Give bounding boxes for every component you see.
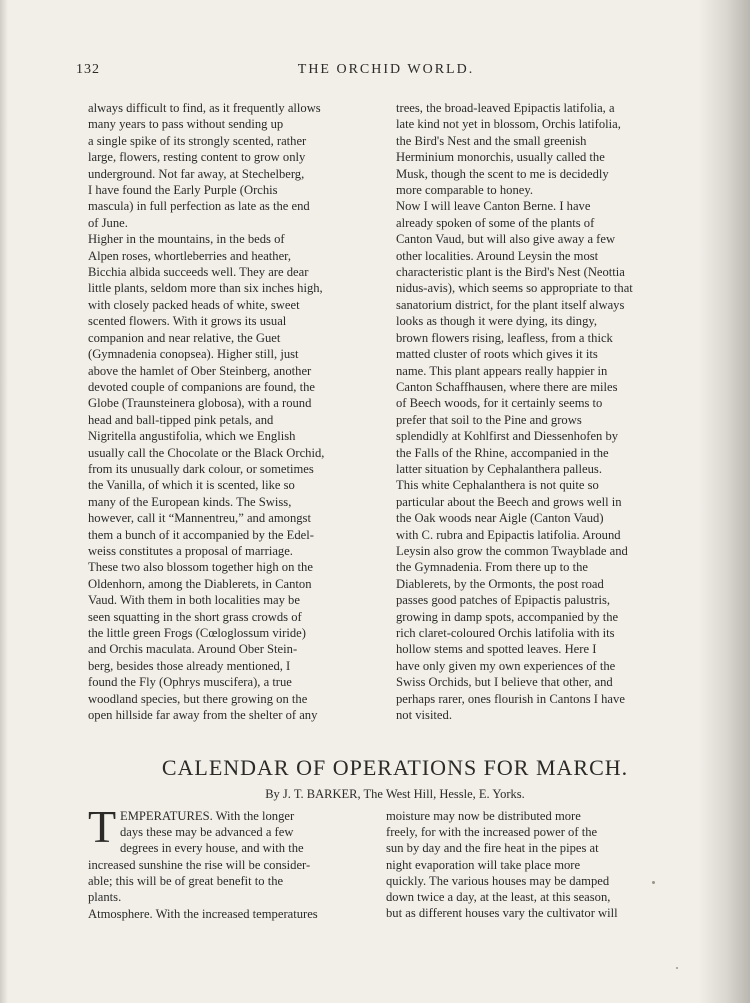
page-header — [76, 62, 696, 82]
paper-speck — [676, 967, 678, 969]
article-left-intro: EMPERATURES. With the longer days these may be advanced a few degrees in every house, and with the — [120, 809, 304, 856]
page-number: 132 — [76, 62, 100, 77]
column-left-text: always difficult to find, as it frequently allows many years to pass without sending up a single spike of its strongly scented, rather large, flowers, resting content to grow only underground. Not far away, at Stechelberg, I have found the Early Purple (Orchis mascula) in full perfection as late as the end of June. Higher in the mountains, in the beds of Alpen roses, whortleberries and heather, Bicchia albida succeeds well. They are dear little plants, seldom more than six inches high, with closely packed heads of white, sweet scented flowers. With it grows its usual companion and near relative, the Guet (Gymnadenia conopsea). Higher still, just above the hamlet of Ober Steinberg, another devoted couple of companions are found, the Globe (Traunsteinera globosa), with a round head and ball-tipped pink petals, and Nigritella angustifolia, which we English usually call the Chocolate or the Black Orchid, from its unusually dark colour, or sometimes the Vanilla, of which it is scented, like so many of the European kinds. The Swiss, however, call it “Mannentreu,” and amongst them a bunch of it accompanied by the Edel- weiss constitutes a proposal of marriage. These two also blossom together high on the Oldenhorn, among the Diablerets, in Canton Vaud. With them in both localities may be seen squatting in the short grass crowds of the little green Frogs (Cœloglossum viride) and Orchis maculata. Around Ober Stein- berg, besides those already mentioned, I found the Fly (Ophrys muscifera), a true woodland species, but there growing on the open hillside far away from the shelter of any — [88, 101, 325, 723]
page-edge-shadow — [698, 0, 750, 1003]
article-left-body: increased sunshine the rise will be consider- able; this will be of great benefit to the plants. Atmosphere. With the increased temperatures — [88, 858, 318, 921]
article-right-body: moisture may now be distributed more freely, for with the increased power of the sun by day and the fire heat in the pipes at night evaporation will take place more quickly. The various houses may be damped down twice a day, at the least, at this season, but as different houses vary the cultivator will — [386, 809, 618, 921]
running-title: THE ORCHID WORLD. — [297, 62, 475, 77]
paper-speck — [652, 881, 655, 884]
gutter-shadow — [0, 0, 8, 1003]
article-byline: By J. T. BARKER, The West Hill, Hessle, E. Yorks. — [265, 787, 525, 801]
drop-cap: T — [88, 801, 117, 852]
article-title: CALENDAR OF OPERATIONS FOR MARCH. — [161, 755, 629, 780]
column-right-text: trees, the broad-leaved Epipactis latifolia, a late kind not yet in blossom, Orchis latifolia, the Bird's Nest and the small greenish Herminium monorchis, usually called the Musk, though the scent to me is decidedly more comparable to honey. Now I will leave Canton Berne. I have already spoken of some of the plants of Canton Vaud, but will also give away a few other localities. Around Leysin the most characteristic plant is the Bird's Nest (Neottia nidus-avis), which seems so appropriate to that sanatorium district, for the plant itself always looks as though it were dying, its dingy, brown flowers rising, leafless, from a thick matted cluster of roots which gives it its name. This plant appears really happier in Canton Schaffhausen, where there are miles of Beech woods, for it certainly seems to prefer that soil to the Pine and grows splendidly at Kohlfirst and Diessenhofen by the Falls of the Rhine, accompanied in the latter situation by Cephalanthera palleus. This white Cephalanthera is not quite so particular about the Beech and grows well in the Oak woods near Aigle (Canton Vaud) with C. rubra and Epipactis latifolia. Around Leysin also grow the common Twayblade and the Gymnadenia. From there up to the Diablerets, by the Ormonts, the post road passes good patches of Epipactis palustris, growing in damp spots, accompanied by the rich claret-coloured Orchis latifolia with its hollow stems and spotted leaves. Here I have only given my own experiences of the Swiss Orchids, but I believe that other, and perhaps rarer, ones flourish in Cantons I have not visited. — [396, 101, 633, 723]
